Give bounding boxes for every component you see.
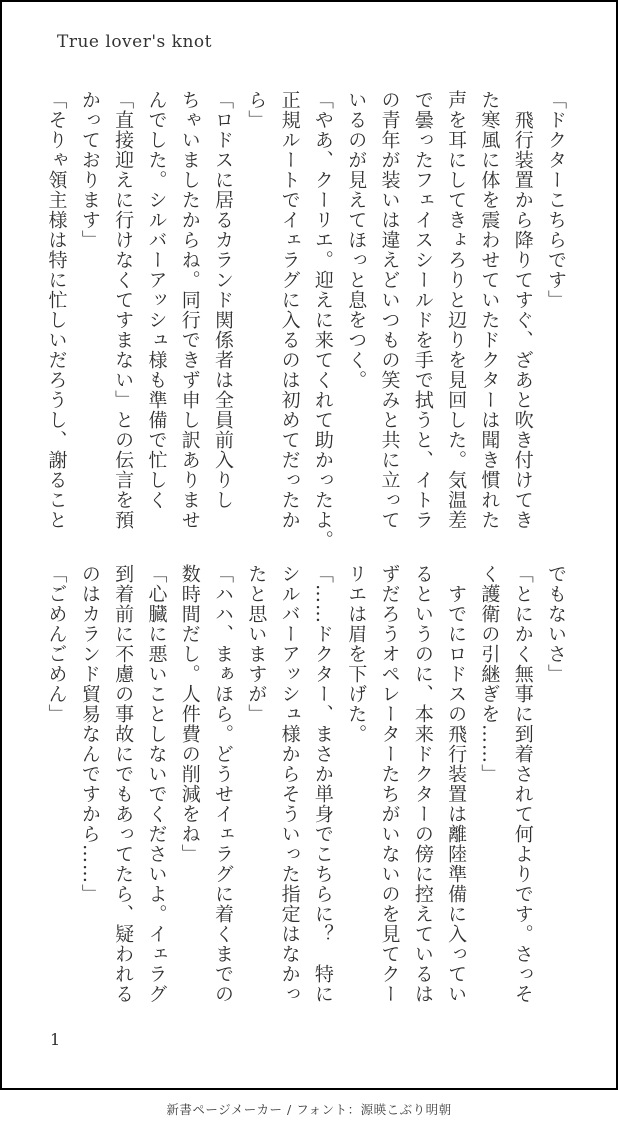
vertical-text-block-upper xyxy=(38,90,572,550)
text-line: ら」 xyxy=(245,90,268,130)
text-line: 「やあ、クーリエ。迎えに来てくれて助かったよ。 xyxy=(311,90,334,550)
text-line: 声を耳にしてきょろりと辺りを見回した。気温差 xyxy=(445,90,468,530)
vertical-text-block-lower xyxy=(38,564,572,1016)
text-line: 「ロドスに居るカランド関係者は全員前入りし xyxy=(212,90,235,510)
text-line: のはカランド貿易なんですから……」 xyxy=(78,564,101,904)
text-line: 数時間だし。人件費の削減をね」 xyxy=(178,564,201,864)
page-number: 1 xyxy=(50,1030,61,1049)
text-line: の青年が装いは違えどいつもの笑みと共に立って xyxy=(378,90,401,530)
text-line: 「心臓に悪いことしないでくださいよ。イェラグ xyxy=(145,564,168,1004)
text-line: で曇ったフェイスシールドを手で拭うと、イトラ xyxy=(411,90,434,530)
text-line: かっております」 xyxy=(78,90,101,250)
text-line: 正規ルートでイェラグに入るのは初めてだったか xyxy=(278,90,301,530)
text-line: るというのに、本来ドクターの傍に控えているは xyxy=(411,564,434,1004)
text-line: んでした。シルバーアッシュ様も準備で忙しく xyxy=(145,90,168,510)
text-line: リエは眉を下げた。 xyxy=(345,564,368,744)
text-line: ちゃいましたからね。同行できず申し訳ありませ xyxy=(178,90,201,530)
text-line: たと思いますが」 xyxy=(245,564,268,724)
text-line: 「ごめんごめん」 xyxy=(45,564,68,724)
text-line: シルバーアッシュ様からそういった指定はなかっ xyxy=(278,564,301,1004)
text-line: でもないさ」 xyxy=(545,564,567,684)
text-line: 「ハハ、まぁほら。どうせイェラグに着くまでの xyxy=(212,564,235,1004)
text-line: すでにロドスの飛行装置は離陸準備に入ってい xyxy=(445,564,468,1004)
text-line: 「直接迎えに行けなくてすまない」との伝言を預 xyxy=(112,90,135,530)
text-line: く護衛の引継ぎを……」 xyxy=(478,564,501,784)
text-line: 「ドクターこちらです」 xyxy=(545,90,567,310)
text-line: 到着前に不慮の事故にでもあってたら、疑われる xyxy=(112,564,135,1004)
text-line: 「とにかく無事に到着されて何よりです。さっそ xyxy=(511,564,534,1004)
text-line: 飛行装置から降りてすぐ、ざあと吹き付けてき xyxy=(511,90,534,530)
text-line: 「そりゃ領主様は特に忙しいだろうし、謝ること xyxy=(45,90,68,530)
page-title: True lover's knot xyxy=(57,32,212,52)
text-line: た寒風に体を震わせていたドクターは聞き慣れた xyxy=(478,90,501,530)
text-line: ずだろうオペレーターたちがいないのを見てクー xyxy=(378,564,401,1004)
footer-credit: 新書ページメーカー / フォント：源暎こぶり明朝 xyxy=(166,1102,452,1117)
text-line: 「……ドクター、まさか単身でこちらに？ 特に xyxy=(311,564,334,1004)
text-line: いるのが見えてほっと息をつく。 xyxy=(345,90,368,390)
